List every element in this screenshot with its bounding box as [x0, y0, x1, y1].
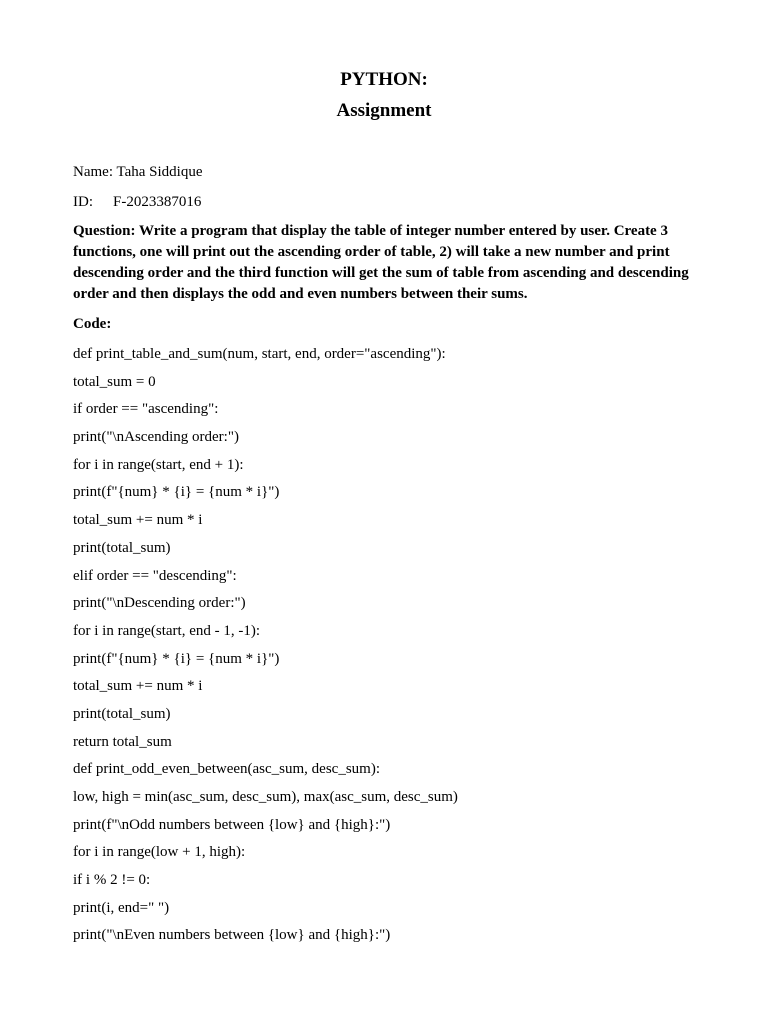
- code-line: print(i, end=" "): [73, 899, 170, 916]
- code-line: print(total_sum): [73, 705, 171, 722]
- code-line: print("\nAscending order:"): [73, 429, 239, 446]
- document-body: [73, 162, 695, 953]
- code-heading: Code:: [73, 316, 112, 332]
- code-line: elif order == "descending":: [73, 567, 237, 584]
- code-line: for i in range(low + 1, high):: [73, 844, 246, 861]
- code-line: print("\nEven numbers between {low} and {high}:"): [73, 927, 391, 944]
- document-title: PYTHON:: [340, 69, 428, 90]
- code-line: print(f"\nOdd numbers between {low} and {high}:"): [73, 816, 391, 833]
- code-line: low, high = min(asc_sum, desc_sum), max(asc_sum, desc_sum): [73, 789, 458, 805]
- document-subtitle: Assignment: [336, 100, 432, 121]
- code-line: total_sum += num * i: [73, 678, 203, 695]
- code-line: print(total_sum): [73, 539, 171, 556]
- code-line: if order == "ascending":: [73, 401, 219, 418]
- code-line: print(f"{num} * {i} = {num * i}"): [73, 484, 280, 501]
- id-label: ID:: [73, 194, 93, 210]
- code-line: for i in range(start, end + 1):: [73, 456, 244, 473]
- code-line: total_sum += num * i: [73, 512, 203, 529]
- code-line: if i % 2 != 0:: [73, 872, 151, 889]
- student-id: [73, 192, 695, 213]
- id-value: F-2023387016: [113, 194, 202, 210]
- code-line: def print_table_and_sum(num, start, end, order="ascending"):: [73, 346, 446, 362]
- code-line: total_sum = 0: [73, 373, 156, 390]
- code-block: [73, 344, 695, 946]
- code-line: print(f"{num} * {i} = {num * i}"): [73, 650, 280, 667]
- code-line: print("\nDescending order:"): [73, 595, 246, 612]
- code-line: for i in range(start, end - 1, -1):: [73, 622, 261, 639]
- question-text: Question: Write a program that display the table of integer number entered by user. Create 3 functions, one will print out the ascending order of table, 2) will take a new number and print descending order and the third function will get the sum of table from ascending and descending order and then displays the odd and even numbers between their sums.: [73, 223, 689, 302]
- code-line: def print_odd_even_between(asc_sum, desc_sum):: [73, 761, 380, 778]
- code-line: return total_sum: [73, 733, 172, 750]
- student-name: Name: Taha Siddique: [73, 164, 203, 180]
